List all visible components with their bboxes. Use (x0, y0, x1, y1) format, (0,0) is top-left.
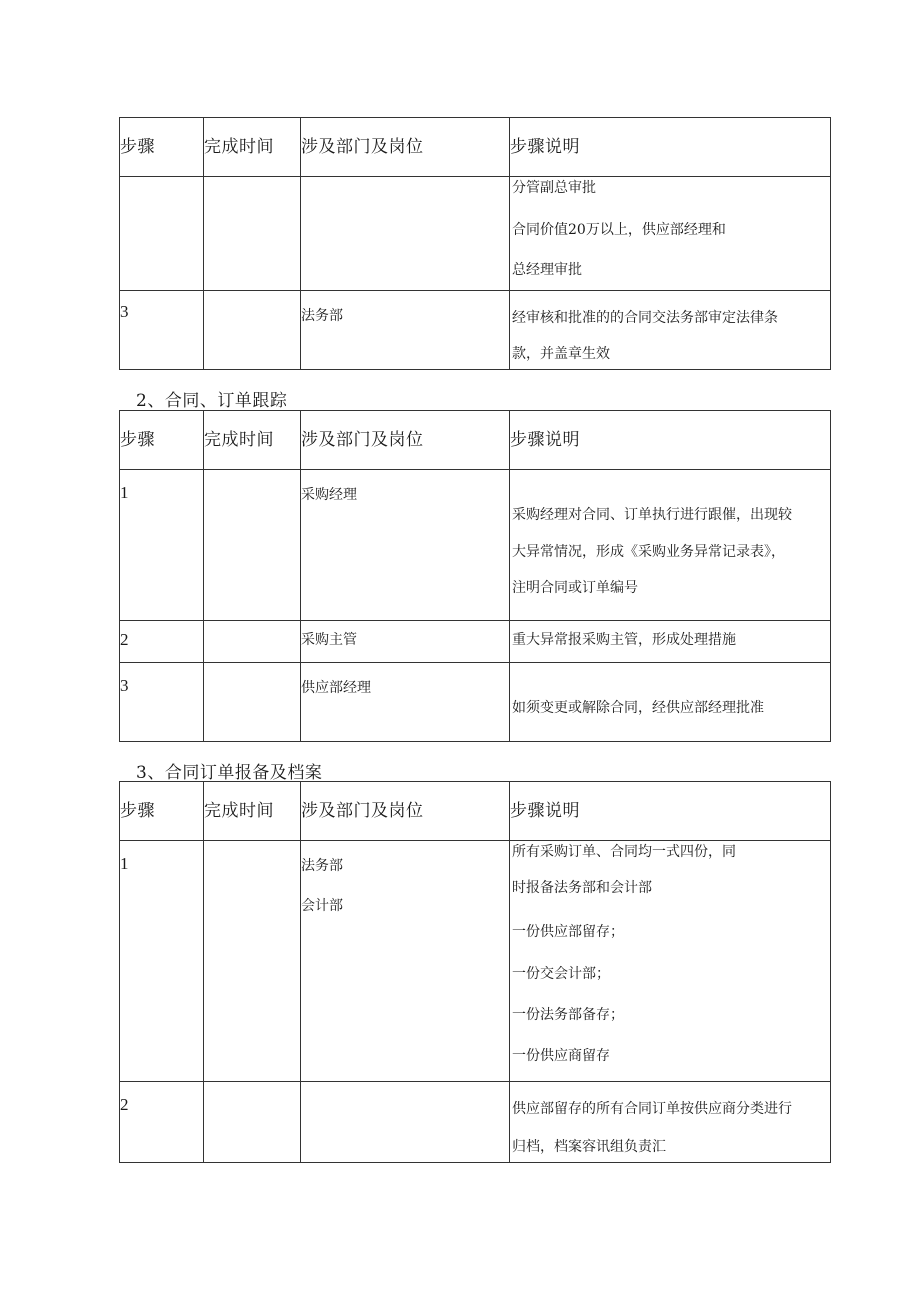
table-contract-tracking (119, 410, 831, 742)
header-time: 完成时间 (204, 411, 301, 470)
desc-line: 重大异常报采购主管，形成处理措施 (512, 632, 736, 648)
desc-line: 款，并盖章生效 (512, 346, 610, 362)
dept-label: 采购主管 (301, 632, 357, 648)
table-row (120, 177, 831, 291)
desc-line: 一份交会计部； (512, 966, 610, 982)
table-row (120, 841, 831, 1082)
step-number: 3 (120, 302, 129, 321)
desc-cell (510, 291, 831, 370)
time-cell (204, 841, 301, 1082)
step-number: 2 (120, 1095, 129, 1114)
desc-line: 一份供应商留存 (512, 1048, 610, 1064)
dept-cell (301, 177, 510, 291)
header-step: 步骤 (120, 411, 204, 470)
header-dept: 涉及部门及岗位 (301, 118, 510, 177)
step-cell (120, 1082, 204, 1163)
header-desc: 步骤说明 (510, 118, 831, 177)
desc-line: 分管副总审批 (512, 180, 596, 196)
table-header-row (120, 118, 831, 177)
desc-line: 合同价值20万以上，供应部经理和 (512, 222, 726, 238)
desc-line: 归档，档案容讯组负责汇 (512, 1139, 666, 1155)
desc-line: 一份供应部留存； (512, 924, 624, 940)
step-cell (120, 291, 204, 370)
desc-line: 供应部留存的所有合同订单按供应商分类进行 (512, 1101, 792, 1117)
desc-cell (510, 470, 831, 621)
desc-cell (510, 621, 831, 663)
desc-line: 时报备法务部和会计部 (512, 880, 652, 896)
desc-line: 如须变更或解除合同，经供应部经理批准 (512, 700, 764, 716)
desc-line: 一份法务部备存； (512, 1007, 624, 1023)
desc-line: 大异常情况，形成《采购业务异常记录表》， (512, 544, 785, 560)
step-cell (120, 621, 204, 663)
desc-line: 采购经理对合同、订单执行进行跟催，出现较 (512, 507, 792, 523)
desc-line: 注明合同或订单编号 (512, 580, 638, 596)
dept-cell (301, 470, 510, 621)
table-header-row (120, 411, 831, 470)
desc-cell (510, 177, 831, 291)
table-approval-continued (119, 117, 831, 370)
desc-line: 所有采购订单、合同均一式四份，同 (512, 844, 736, 860)
time-cell (204, 663, 301, 742)
desc-cell (510, 663, 831, 742)
table-row (120, 291, 831, 370)
table-row (120, 1082, 831, 1163)
header-desc: 步骤说明 (510, 782, 831, 841)
dept-label: 会计部 (301, 898, 343, 914)
header-step: 步骤 (120, 118, 204, 177)
dept-cell (301, 621, 510, 663)
section-heading-tracking: 2、合同、订单跟踪 (136, 391, 288, 411)
table-row (120, 470, 831, 621)
dept-label: 采购经理 (301, 487, 357, 503)
dept-cell (301, 841, 510, 1082)
dept-cell (301, 663, 510, 742)
table-row (120, 663, 831, 742)
time-cell (204, 621, 301, 663)
header-time: 完成时间 (204, 118, 301, 177)
desc-line: 经审核和批准的的合同交法务部审定法律条 (512, 310, 778, 326)
header-step: 步骤 (120, 782, 204, 841)
header-dept: 涉及部门及岗位 (301, 411, 510, 470)
step-cell (120, 663, 204, 742)
dept-cell (301, 1082, 510, 1163)
step-cell (120, 841, 204, 1082)
step-cell (120, 177, 204, 291)
header-dept: 涉及部门及岗位 (301, 782, 510, 841)
table-contract-filing (119, 781, 831, 1163)
step-cell (120, 470, 204, 621)
step-number: 1 (120, 483, 129, 502)
step-number: 3 (120, 676, 129, 695)
desc-cell (510, 1082, 831, 1163)
header-desc: 步骤说明 (510, 411, 831, 470)
step-number: 2 (120, 630, 129, 649)
time-cell (204, 470, 301, 621)
step-number: 1 (120, 854, 129, 873)
desc-line: 总经理审批 (512, 262, 582, 278)
table-header-row (120, 782, 831, 841)
dept-cell (301, 291, 510, 370)
dept-label: 法务部 (301, 308, 343, 324)
time-cell (204, 291, 301, 370)
section-heading-filing: 3、合同订单报备及档案 (136, 763, 323, 783)
dept-label: 法务部 (301, 858, 343, 874)
header-time: 完成时间 (204, 782, 301, 841)
time-cell (204, 1082, 301, 1163)
time-cell (204, 177, 301, 291)
dept-label: 供应部经理 (301, 680, 371, 696)
desc-cell (510, 841, 831, 1082)
table-row (120, 621, 831, 663)
